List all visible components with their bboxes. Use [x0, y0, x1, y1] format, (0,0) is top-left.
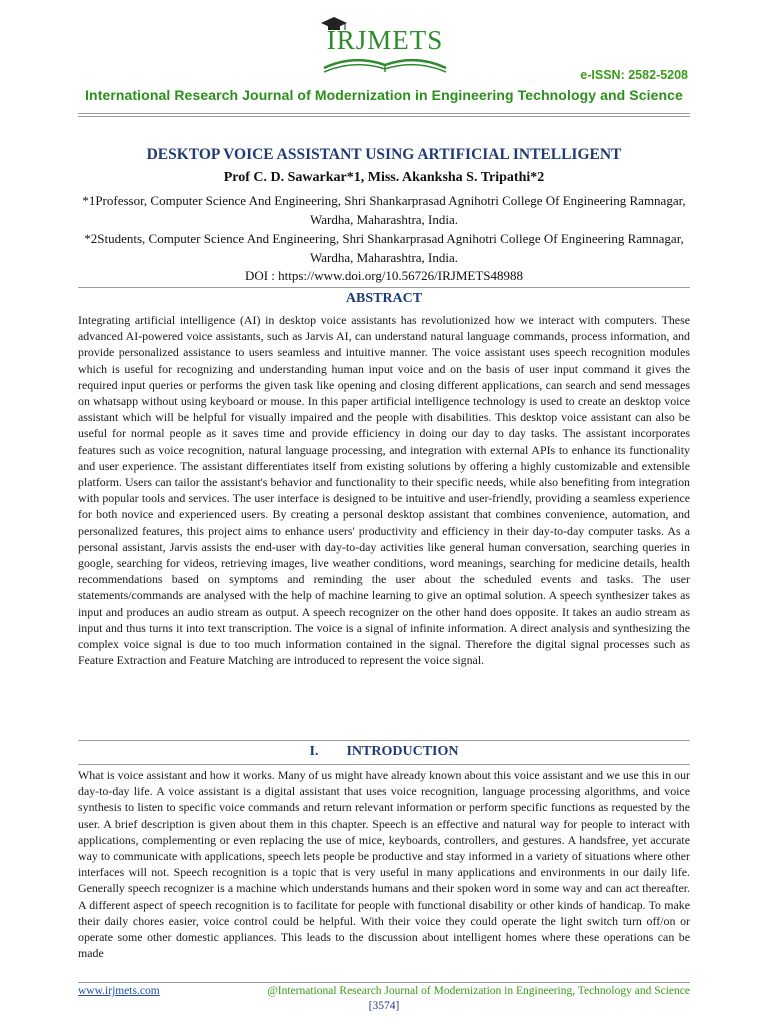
footer-divider	[78, 982, 690, 983]
abstract-divider	[78, 287, 690, 288]
section-title: INTRODUCTION	[346, 744, 459, 759]
affiliation-1: *1Professor, Computer Science And Engineering, Shri Shankarprasad Agnihotri College Of Engineering Ramnagar, Wardha, Maharashtra, India.	[82, 193, 686, 227]
abstract-body: Integrating artificial intelligence (AI) in desktop voice assistants has revolutionized how we interact with computers. These advanced AI-powered voice assistants, such as Jarvis AI, can understand natural language commands, process information, and provide personalized assistance to users seamless and intuitive manner. The voice assistant uses speech recognition modules which is useful for recognizing and understanding human input voice and on the basis of user input command it gives the required input queries or performs the given task like opening and closing different applications, can search and send messages on whatsapp without using keyboard or mouse. In this paper artificial intelligence technology is used to create an desktop voice assistant which will be helpful for visually impaired and the people with disabilities. This desktop voice assistant can also be useful for normal people as it saves time and provide efficiency in doing our day to day tasks. The assistant incorporates features such as voice recognition, natural language processing, and integration with external APIs to enhance its functionality and user experience. The assistant differentiates itself from existing solutions by offering a highly customizable and extensible platform. Users can tailor the assistant's behavior and functionality to their specific needs, while also benefiting from integration with popular tools and services. The user interface is designed to be intuitive and user-friendly, providing a seamless experience for both novice and experienced users. By creating a personal desktop assistant that combines convenience, automation, and personalized features, this project aims to enhance users' productivity and efficiency in their day-to-day computer tasks. As a personal assistant, Jarvis assists the end-user with day-to-day activities like general human conversation, searching queries in google, searching for videos, retrieving images, live weather conditions, word meanings, searching for medicine details, health recommendations based on symptoms and reminding the user about the scheduled events and tasks. The user statements/commands are analysed with the help of machine learning to give an optimal solution. A speech synthesizer takes as input and produces an audio stream as output. A speech recognizer on the other hand does opposite. It takes an audio stream as input and thus turns it into text transcription. The voice is a signal of infinite information. A direct analysis and synthesizing the complex voice signal is due to too much information contained in the signal. Therefore the digital signal processes such as Feature Extraction and Feature Matching are introduced to represent the voice signal.	[78, 313, 690, 668]
doi-link[interactable]: DOI : https://www.doi.org/10.56726/IRJMETS48988	[244, 268, 524, 283]
header-divider	[78, 113, 690, 114]
website-link[interactable]: www.irjmets.com	[78, 985, 160, 997]
header-divider-secondary	[78, 116, 690, 117]
introduction-heading	[78, 744, 690, 760]
page-number: [3574]	[368, 1000, 400, 1012]
issn-label: e-ISSN: 2582-5208	[580, 68, 688, 82]
paper-title: DESKTOP VOICE ASSISTANT USING ARTIFICIAL INTELLIGENT	[146, 146, 622, 163]
section-divider-bottom	[78, 764, 690, 765]
journal-name: International Research Journal of Modernization in Engineering Technology and Science	[85, 87, 683, 103]
introduction-body: What is voice assistant and how it works. Many of us might have already known about this voice assistant and we use this in our day-to-day life. A voice assistant is a digital assistant that uses voice recognition, language processing algorithms, and voice synthesis to listen to specific voice commands and return relevant information or perform specific functions as requested by the user. A brief description is given about them in this chapter. Speech is an effective and natural way for people to interact with applications, complementing or even replacing the use of mice, keyboards, controllers, and gestures. A handsfree, yet accurate way to communicate with applications, speech lets people be productive and stay informed in a variety of situations where other interfaces will not. Speech recognition is a topic that is very useful in many applications and environments in our daily life. Generally speech recognizer is a machine which understands humans and their spoken word in some way and can act thereafter. A different aspect of speech recognition is to facilitate for people with functional disability or other kinds of handicap. To make their daily chores easier, voice control could be helpful. With their voice they could operate the light switch turn off/on or operate some other domestic appliances. This leads to the discussion about intelligent homes where these operations can be made	[78, 768, 690, 961]
footer-copyright: @International Research Journal of Modernization in Engineering, Technology and Science	[267, 985, 690, 997]
section-number: I.	[309, 744, 319, 759]
logo-text: IRJMETS	[326, 25, 444, 55]
journal-logo	[318, 12, 452, 76]
section-divider-top	[78, 740, 690, 741]
abstract-heading: ABSTRACT	[345, 291, 423, 306]
paper-authors: Prof C. D. Sawarkar*1, Miss. Akanksha S. Tripathi*2	[223, 170, 545, 185]
affiliation-2: *2Students, Computer Science And Engineering, Shri Shankarprasad Agnihotri College Of Engineering Ramnagar, Wardha, Maharashtra, India.	[84, 231, 684, 265]
